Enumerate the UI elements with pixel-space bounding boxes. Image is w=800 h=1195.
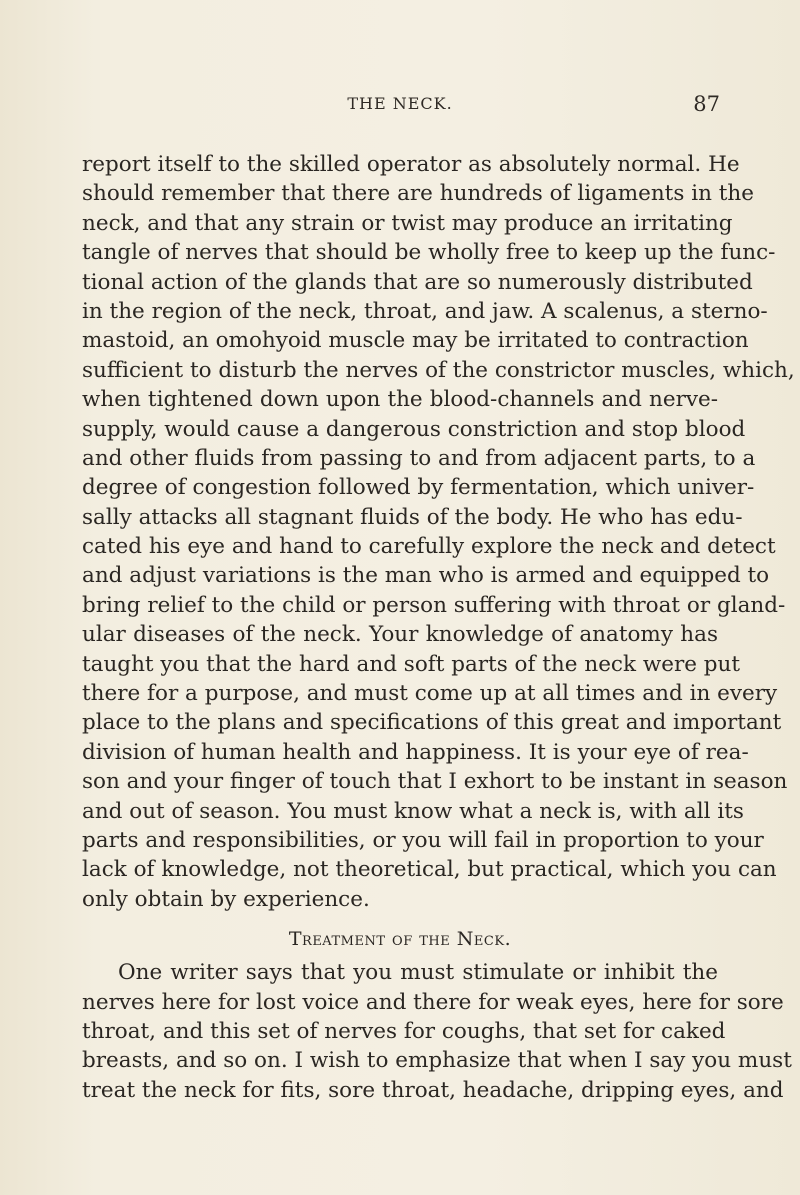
text-line: tangle of nerves that should be wholly free to keep up the func-: [82, 240, 776, 266]
text-line: neck, and that any strain or twist may produce an irritating: [82, 210, 733, 236]
text-line: ular diseases of the neck. Your knowledge of anatomy has: [82, 622, 718, 648]
text-line: there for a purpose, and must come up at all times and in every: [82, 681, 778, 707]
text-line: mastoid, an omohyoid muscle may be irritated to contraction: [82, 328, 749, 354]
text-line: sufficient to disturb the nerves of the constrictor muscles, which,: [82, 357, 795, 383]
page-number: 87: [693, 92, 720, 116]
text-line: breasts, and so on. I wish to emphasize that when I say you must: [82, 1048, 792, 1074]
section-heading: Treatment of the Neck.: [288, 928, 512, 951]
text-line: bring relief to the child or person suffering with throat or gland-: [82, 592, 786, 618]
text-line: tional action of the glands that are so numerously distributed: [82, 269, 753, 295]
text-line: and adjust variations is the man who is armed and equipped to: [82, 563, 770, 589]
text-line: degree of congestion followed by fermentation, which univer-: [82, 475, 755, 501]
text-line: cated his eye and hand to carefully explore the neck and detect: [82, 534, 776, 560]
text-line: son and your finger of touch that I exhort to be instant in season: [82, 769, 788, 795]
text-line: supply, would cause a dangerous constriction and stop blood: [82, 416, 746, 442]
main-text: [82, 150, 795, 1105]
text-line: in the region of the neck, throat, and jaw. A scalenus, a sterno-: [82, 298, 768, 324]
text-line: and other fluids from passing to and from adjacent parts, to a: [82, 445, 756, 471]
text-line: only obtain by experience.: [82, 886, 370, 912]
text-line: should remember that there are hundreds of ligaments in the: [82, 181, 754, 207]
text-line: when tightened down upon the blood-channels and nerve-: [82, 387, 718, 413]
text-line: treat the neck for fits, sore throat, headache, dripping eyes, and: [82, 1077, 784, 1103]
text-line: sally attacks all stagnant fluids of the body. He who has edu-: [82, 504, 743, 530]
running-head: THE NECK.: [347, 94, 453, 113]
text-line: report itself to the skilled operator as absolutely normal. He: [82, 152, 740, 177]
text-line: lack of knowledge, not theoretical, but practical, which you can: [82, 857, 777, 883]
text-line: nerves here for lost voice and there for weak eyes, here for sore: [82, 989, 784, 1015]
text-line: place to the plans and specifications of this great and important: [82, 710, 782, 736]
text-line: taught you that the hard and soft parts of the neck were put: [82, 651, 741, 677]
text-line: division of human health and happiness. It is your eye of rea-: [82, 739, 749, 765]
text-line: parts and responsibilities, or you will fail in proportion to your: [82, 827, 764, 853]
text-line: throat, and this set of nerves for coughs, that set for caked: [82, 1018, 726, 1044]
text-line: and out of season. You must know what a neck is, with all its: [82, 798, 744, 824]
page-header: [80, 92, 720, 122]
text-line: One writer says that you must stimulate or inhibit the: [118, 960, 718, 986]
